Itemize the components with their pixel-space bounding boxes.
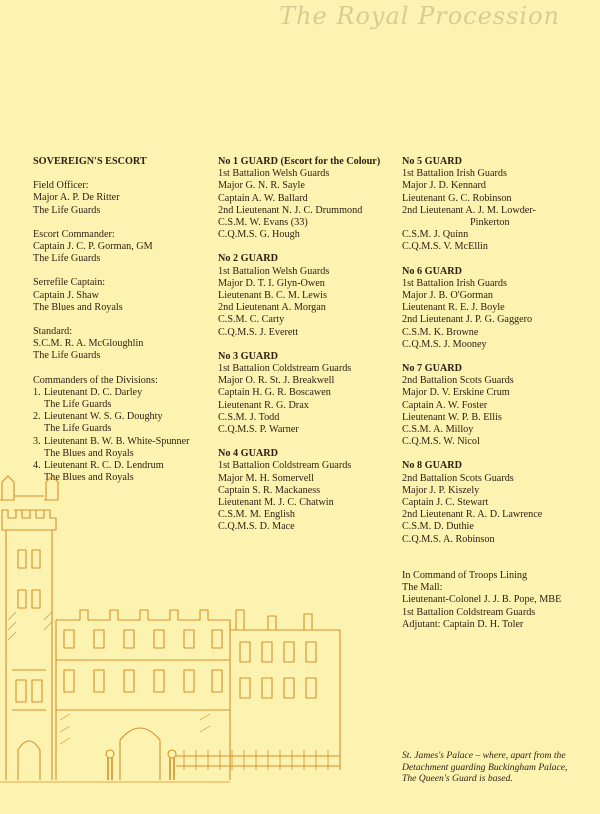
field-officer-block: [33, 180, 213, 217]
guard-line: Major O. R. St. J. Breakwell: [218, 375, 335, 387]
guard-line: 2nd Lieutenant N. J. C. Drummond: [218, 204, 363, 216]
guard-heading: No 5 GUARD: [402, 156, 462, 167]
division-unit: The Life Guards: [44, 399, 112, 411]
lining-line: Lieutenant-Colonel J. J. B. Pope, MBE: [402, 594, 562, 606]
guard-line: 1st Battalion Welsh Guards: [218, 265, 330, 277]
serrefile-label: Serrefile Captain:: [33, 277, 106, 289]
guard-line: C.S.M. J. Quinn: [402, 229, 469, 241]
serrefile-unit: The Blues and Royals: [33, 301, 123, 313]
guard-block-7: [402, 363, 592, 448]
standard-block: [33, 326, 213, 363]
field-officer-unit: The Life Guards: [33, 204, 101, 216]
troops-lining-block: [402, 570, 592, 631]
guard-line: Captain A. W. Foster: [402, 399, 488, 411]
illustration-caption: St. James's Palace – where, apart from the Detachment guarding Buckingham Palace, The Queen's Guard is based.: [402, 750, 568, 785]
guard-line: 1st Battalion Coldstream Guards: [218, 460, 352, 472]
divisions-label: Commanders of the Divisions:: [33, 374, 158, 386]
division-item: 1. Lieutenant D. C. Darley: [33, 386, 143, 398]
guard-line: C.S.M. A. Milloy: [402, 424, 474, 436]
guard-block-5: [402, 156, 592, 254]
guard-line: Lieutenant W. P. B. Ellis: [402, 411, 502, 423]
guard-block-2: [218, 253, 398, 338]
escort-commander-name: Captain J. C. P. Gorman, GM: [33, 241, 153, 253]
guard-line: C.S.M. C. Carty: [218, 314, 285, 326]
guard-line: C.Q.M.S. A. Robinson: [402, 533, 495, 545]
division-item: 3. Lieutenant B. W. B. White-Spunner: [33, 435, 190, 447]
guard-line: Major J. B. O'Gorman: [402, 290, 493, 302]
escort-commander-unit: The Life Guards: [33, 253, 101, 265]
guard-line: 2nd Battalion Scots Guards: [402, 375, 514, 387]
guard-line: C.S.M. W. Evans (33): [218, 217, 308, 229]
guard-line: 2nd Lieutenant A. Morgan: [218, 302, 326, 314]
guard-line: 1st Battalion Irish Guards: [402, 168, 507, 180]
guard-line: Captain A. W. Ballard: [218, 192, 308, 204]
guard-line: Captain S. R. Mackaness: [218, 484, 321, 496]
sovereigns-escort-column: [33, 156, 213, 484]
lining-line: In Command of Troops Lining: [402, 570, 528, 581]
guard-heading: No 3 GUARD: [218, 350, 278, 362]
guard-line: 1st Battalion Welsh Guards: [218, 168, 330, 180]
guard-line: C.Q.M.S. D. Mace: [218, 521, 295, 533]
guards-5-8-column: [402, 156, 592, 558]
standard-unit: The Life Guards: [33, 350, 101, 362]
guard-line: 1st Battalion Irish Guards: [402, 277, 507, 289]
standard-label: Standard:: [33, 326, 73, 338]
guard-heading: No 6 GUARD: [402, 265, 462, 277]
guard-line: Major D. T. I. Glyn-Owen: [218, 277, 325, 289]
guard-line: Major J. D. Kennard: [402, 180, 487, 192]
guard-line: C.Q.M.S. V. McEllin: [402, 241, 488, 253]
guard-heading: No 2 GUARD: [218, 253, 278, 265]
guard-line: Major G. N. R. Sayle: [218, 180, 305, 192]
guard-heading: No 8 GUARD: [402, 460, 462, 472]
escort-heading: SOVEREIGN'S ESCORT: [33, 156, 147, 167]
lining-line: The Mall:: [402, 582, 443, 594]
guard-line: Lieutenant R. E. J. Boyle: [402, 302, 505, 314]
st-james-palace-sketch-icon: [0, 470, 360, 800]
guard-line: Lieutenant G. C. Robinson: [402, 192, 512, 204]
guard-line: C.Q.M.S. J. Everett: [218, 326, 299, 338]
guard-line: Captain H. G. R. Boscawen: [218, 387, 331, 399]
guard-block-1: [218, 156, 398, 241]
faint-show-through-title: The Royal Procession: [279, 2, 560, 30]
guard-line: Lieutenant R. G. Drax: [218, 399, 309, 411]
escort-commander-label: Escort Commander:: [33, 228, 115, 240]
divisions-block: [33, 375, 213, 485]
serrefile-block: [33, 277, 213, 314]
standard-name: S.C.M. R. A. McGloughlin: [33, 338, 144, 350]
guard-line: Major D. V. Erskine Crum: [402, 387, 510, 399]
lining-line: 1st Battalion Coldstream Guards: [402, 606, 536, 618]
guard-line: Lieutenant M. J. C. Chatwin: [218, 497, 334, 509]
guard-line-continuation: Pinkerton: [470, 217, 510, 229]
guard-line: C.Q.M.S. P. Warner: [218, 424, 299, 436]
guard-line: 2nd Lieutenant J. P. G. Gaggero: [402, 314, 533, 326]
division-item: 2. Lieutenant W. S. G. Doughty: [33, 411, 163, 423]
serrefile-name: Captain J. Shaw: [33, 289, 99, 301]
division-unit: The Blues and Royals: [44, 447, 134, 459]
guard-line: C.S.M. M. English: [218, 509, 295, 521]
escort-commander-block: [33, 229, 213, 266]
guard-line: 2nd Lieutenant A. J. M. Lowder-: [402, 204, 536, 216]
guard-line: 1st Battalion Coldstream Guards: [218, 363, 352, 375]
division-unit: The Life Guards: [44, 423, 112, 435]
guard-block-3: [218, 351, 398, 436]
guard-line: 2nd Lieutenant R. A. D. Lawrence: [402, 509, 543, 521]
guard-line: C.S.M. D. Duthie: [402, 521, 474, 533]
guard-block-6: [402, 266, 592, 351]
guard-line: Captain J. C. Stewart: [402, 497, 489, 509]
guard-line: C.Q.M.S. W. Nicol: [402, 436, 480, 448]
guard-line: 2nd Battalion Scots Guards: [402, 472, 514, 484]
guard-line: C.S.M. J. Todd: [218, 411, 280, 423]
guard-heading: No 1 GUARD (Escort for the Colour): [218, 156, 381, 167]
division-unit: The Blues and Royals: [44, 472, 134, 484]
guard-line: Major J. P. Kiszely: [402, 484, 480, 496]
guard-line: C.Q.M.S. J. Mooney: [402, 338, 487, 350]
lining-line: Adjutant: Captain D. H. Toler: [402, 618, 524, 630]
guard-line: Lieutenant B. C. M. Lewis: [218, 290, 327, 302]
field-officer-label: Field Officer:: [33, 180, 89, 192]
division-item: 4. Lieutenant R. C. D. Lendrum: [33, 460, 164, 472]
guard-heading: No 7 GUARD: [402, 363, 462, 375]
guard-line: C.S.M. K. Browne: [402, 326, 479, 338]
field-officer-name: Major A. P. De Ritter: [33, 192, 120, 204]
guard-block-8: [402, 460, 592, 545]
guard-line: Major M. H. Somervell: [218, 472, 314, 484]
guard-line: C.Q.M.S. G. Hough: [218, 229, 300, 241]
guard-heading: No 4 GUARD: [218, 448, 278, 460]
